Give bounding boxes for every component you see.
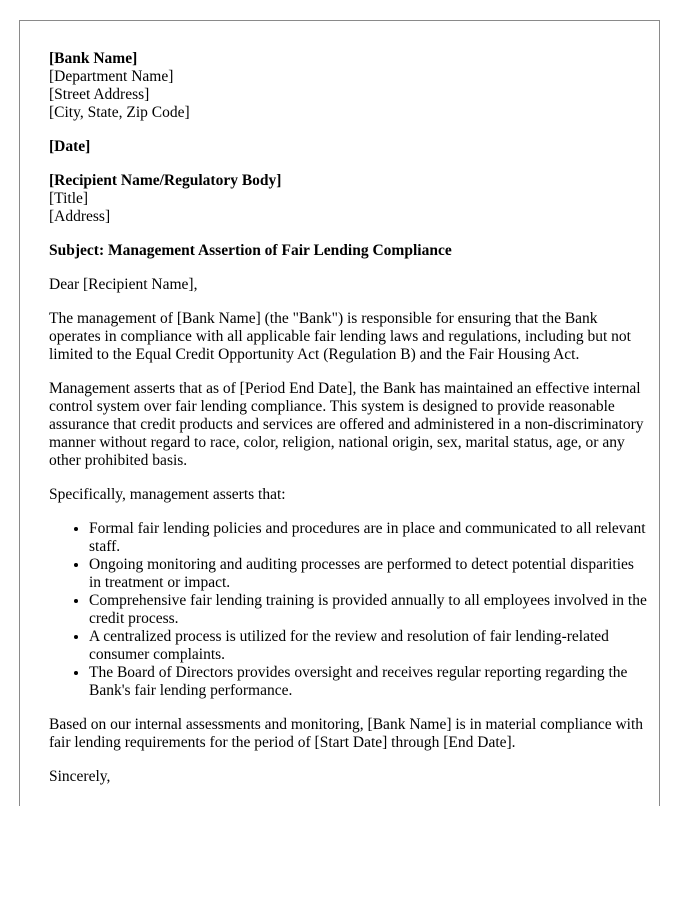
letter-page	[19, 20, 660, 806]
recipient-address: [Address]	[49, 208, 111, 225]
sender-street: [Street Address]	[49, 86, 150, 103]
subject-line: Subject: Management Assertion of Fair Lending Compliance	[49, 242, 452, 259]
paragraph-assertion: Management asserts that as of [Period End Date], the Bank has maintained an effective internal control system over fair lending compliance. This system is designed to provide reasonable assurance that credit products and services are offered and administered in a non-discriminatory manner without regard to race, color, religion, national origin, sex, marital status, age, or any other prohibited basis.	[49, 380, 644, 469]
recipient-title: [Title]	[49, 190, 89, 207]
recipient-block	[49, 172, 649, 226]
list-item: • Formal fair lending policies and procedures are in place and communicated to all relevant staff.	[89, 520, 649, 556]
list-item: • A centralized process is utilized for the review and resolution of fair lending-related consumer complaints.	[89, 628, 649, 664]
paragraph-conclusion: Based on our internal assessments and monitoring, [Bank Name] is in material compliance with fair lending requirements for the period of [Start Date] through [End Date].	[49, 716, 644, 751]
date-block	[49, 138, 649, 156]
list-item: • Ongoing monitoring and auditing processes are performed to detect potential disparities in treatment or impact.	[89, 556, 649, 592]
closing: Sincerely,	[49, 768, 111, 785]
letter-date: [Date]	[49, 138, 91, 155]
letter-content	[49, 50, 649, 802]
recipient-name: [Recipient Name/Regulatory Body]	[49, 172, 282, 189]
assertion-list	[49, 520, 649, 700]
sender-city-state-zip: [City, State, Zip Code]	[49, 104, 190, 121]
sender-block	[49, 50, 649, 122]
salutation: Dear [Recipient Name],	[49, 276, 198, 293]
paragraph-specifically: Specifically, management asserts that:	[49, 486, 286, 503]
sender-department: [Department Name]	[49, 68, 174, 85]
sender-bank-name: [Bank Name]	[49, 50, 138, 67]
paragraph-responsibility: The management of [Bank Name] (the "Bank") is responsible for ensuring that the Bank operates in compliance with all applicable fair lending laws and regulations, including but not limited to the Equal Credit Opportunity Act (Regulation B) and the Fair Housing Act.	[49, 310, 631, 363]
list-item: • The Board of Directors provides oversight and receives regular reporting regarding the Bank's fair lending performance.	[89, 664, 649, 700]
list-item: • Comprehensive fair lending training is provided annually to all employees involved in the credit process.	[89, 592, 649, 628]
